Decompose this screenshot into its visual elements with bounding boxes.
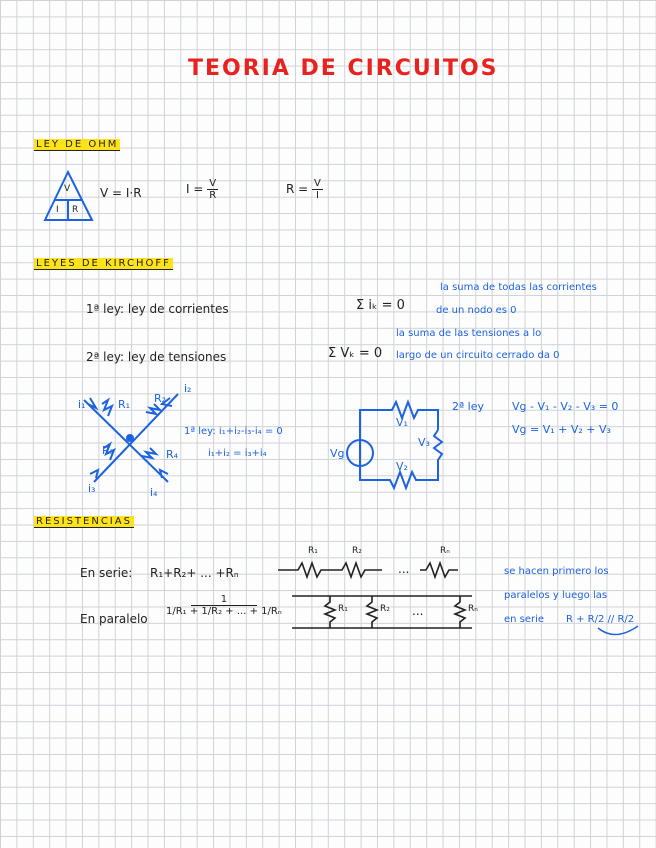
serie-dots: ...: [398, 562, 410, 576]
section-heading-kirchhoff: LEYES DE KIRCHOFF: [36, 258, 171, 269]
triangle-left-label: I: [56, 205, 59, 215]
paralelo-dots: ...: [412, 604, 424, 618]
node-label-i3: i₃: [88, 482, 96, 495]
section-heading-ohm: LEY DE OHM: [36, 139, 119, 150]
ohm-i-den: R: [209, 190, 217, 201]
loop-label-v2: V₂: [396, 460, 408, 473]
resistencias-note-1: se hacen primero los: [504, 566, 609, 577]
paralelo-label-r1: R₁: [338, 604, 348, 614]
resistencias-note-formula: R + R/2 // R/2: [566, 614, 635, 625]
node-label-r4: R₄: [166, 448, 179, 461]
kirchhoff-law1-formula: Σ iₖ = 0: [356, 298, 405, 313]
node-label-i4: i₄: [150, 486, 158, 499]
ohm-i-num: V: [209, 178, 217, 189]
paralelo-label: En paralelo: [80, 612, 148, 626]
serie-formula: R₁+R₂+ ... +Rₙ: [150, 566, 239, 580]
paralelo-den: 1/R₁ + 1/R₂ + ... + 1/Rₙ: [166, 606, 282, 617]
ohm-i-prefix: I =: [186, 182, 204, 196]
kirchhoff-law2-note-1: la suma de las tensiones a lo: [396, 328, 542, 339]
serie-label-r2: R₂: [352, 546, 362, 556]
serie-label-r1: R₁: [308, 546, 318, 556]
node-equation-2: i₁+i₂ = i₃+i₄: [208, 448, 267, 459]
section-heading-resistencias: RESISTENCIAS: [36, 516, 132, 527]
ohm-r-num: V: [314, 178, 321, 189]
node-label-r3: R₃: [102, 444, 115, 457]
kirchhoff-law2-note-2: largo de un circuito cerrado da 0: [396, 350, 560, 361]
kirchhoff-law2-label: 2ª ley: ley de tensiones: [86, 350, 227, 364]
loop-label-v1: V₁: [396, 416, 408, 429]
node-label-r1: R₁: [118, 398, 131, 411]
paralelo-num: 1: [191, 594, 257, 606]
node-label-i1: i₁: [78, 398, 86, 411]
kirchhoff-law1-note-2: de un nodo es 0: [436, 305, 517, 316]
serie-label-rn: Rₙ: [440, 546, 450, 556]
kirchhoff-law2-formula: Σ Vₖ = 0: [328, 346, 383, 361]
triangle-right-label: R: [72, 205, 79, 215]
page-title: TEORIA DE CIRCUITOS: [188, 56, 499, 81]
loop-equation-1: Vg - V₁ - V₂ - V₃ = 0: [512, 400, 619, 413]
serie-label: En serie:: [80, 566, 133, 580]
loop-equation-label: 2ª ley: [452, 400, 485, 413]
resistencias-note-2: paralelos y luego las: [504, 590, 608, 601]
node-equation-1: 1ª ley: i₁+i₂-i₃-i₄ = 0: [184, 426, 283, 437]
paralelo-label-rn: Rₙ: [468, 604, 478, 614]
loop-label-vg: Vg: [330, 447, 345, 460]
ohm-formula-v: V = I·R: [100, 186, 142, 200]
ohm-r-den: I: [315, 190, 319, 201]
loop-equation-2: Vg = V₁ + V₂ + V₃: [512, 423, 611, 436]
ohm-r-prefix: R =: [286, 182, 309, 196]
resistencias-note-3: en serie: [504, 614, 545, 625]
kirchhoff-law1-note-1: la suma de todas las corrientes: [440, 282, 597, 293]
paralelo-label-r2: R₂: [380, 604, 390, 614]
node-label-r2: R₂: [154, 392, 167, 405]
triangle-top-label: V: [64, 184, 71, 194]
kirchhoff-law1-label: 1ª ley: ley de corrientes: [86, 302, 229, 316]
loop-label-v3: V₃: [418, 436, 430, 449]
node-label-i2: i₂: [184, 382, 192, 395]
